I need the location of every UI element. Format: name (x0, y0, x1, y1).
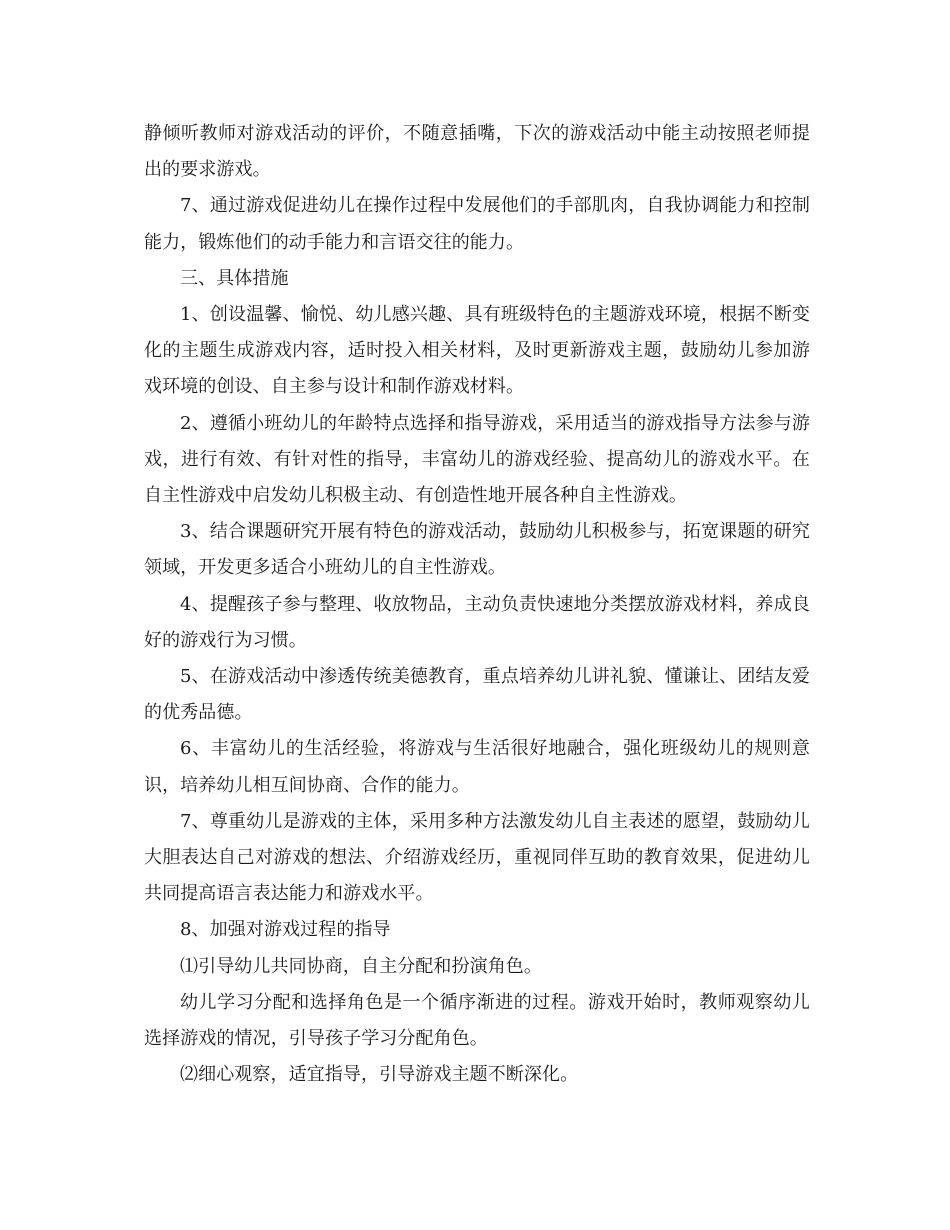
document-body (144, 116, 810, 1093)
paragraph-measure-8: 8、加强对游戏过程的指导 (180, 919, 391, 941)
paragraph-measure-3: 3、结合课题研究开展有特色的游戏活动，鼓励幼儿积极参与，拓宽课题的研究领域，开发更多适合小班幼儿的自主性游戏。 (144, 521, 810, 579)
paragraph-sub-1: ⑴引导幼儿共同协商，自主分配和扮演角色。 (180, 955, 542, 977)
paragraph-item-7-goal: 7、通过游戏促进幼儿在操作过程中发展他们的手部肌肉，自我协调能力和控制能力，锻炼他们的动手能力和言语交往的能力。 (144, 195, 810, 253)
paragraph-measure-4: 4、提醒孩子参与整理、收放物品，主动负责快速地分类摆放游戏材料，养成良好的游戏行为习惯。 (144, 593, 810, 651)
paragraph-sub-2: ⑵细心观察，适宜指导，引导游戏主题不断深化。 (180, 1064, 579, 1086)
section-heading-measures: 三、具体措施 (180, 267, 289, 289)
paragraph-measure-6: 6、丰富幼儿的生活经验，将游戏与生活很好地融合，强化班级幼儿的规则意识，培养幼儿相互间协商、合作的能力。 (144, 738, 810, 796)
paragraph-measure-5: 5、在游戏活动中渗透传统美德教育，重点培养幼儿讲礼貌、懂谦让、团结友爱的优秀品德。 (144, 666, 810, 724)
paragraph-continuation: 静倾听教师对游戏活动的评价，不随意插嘴，下次的游戏活动中能主动按照老师提出的要求游戏。 (144, 123, 810, 181)
paragraph-sub-1-detail: 幼儿学习分配和选择角色是一个循序渐进的过程。游戏开始时，教师观察幼儿选择游戏的情况，引导孩子学习分配角色。 (144, 991, 810, 1050)
paragraph-measure-2: 2、遵循小班幼儿的年龄特点选择和指导游戏，采用适当的游戏指导方法参与游戏，进行有效、有针对性的指导，丰富幼儿的游戏经验、提高幼儿的游戏水平。在自主性游戏中启发幼儿积极主动、有创造性地开展各种自主性游戏。 (144, 412, 810, 507)
paragraph-measure-1: 1、创设温馨、愉悦、幼儿感兴趣、具有班级特色的主题游戏环境，根据不断变化的主题生成游戏内容，适时投入相关材料，及时更新游戏主题，鼓励幼儿参加游戏环境的创设、自主参与设计和制作游戏材料。 (144, 304, 810, 398)
paragraph-measure-7: 7、尊重幼儿是游戏的主体，采用多种方法激发幼儿自主表述的愿望，鼓励幼儿大胆表达自己对游戏的想法、介绍游戏经历，重视同伴互助的教育效果，促进幼儿共同提高语言表达能力和游戏水平。 (144, 810, 810, 905)
